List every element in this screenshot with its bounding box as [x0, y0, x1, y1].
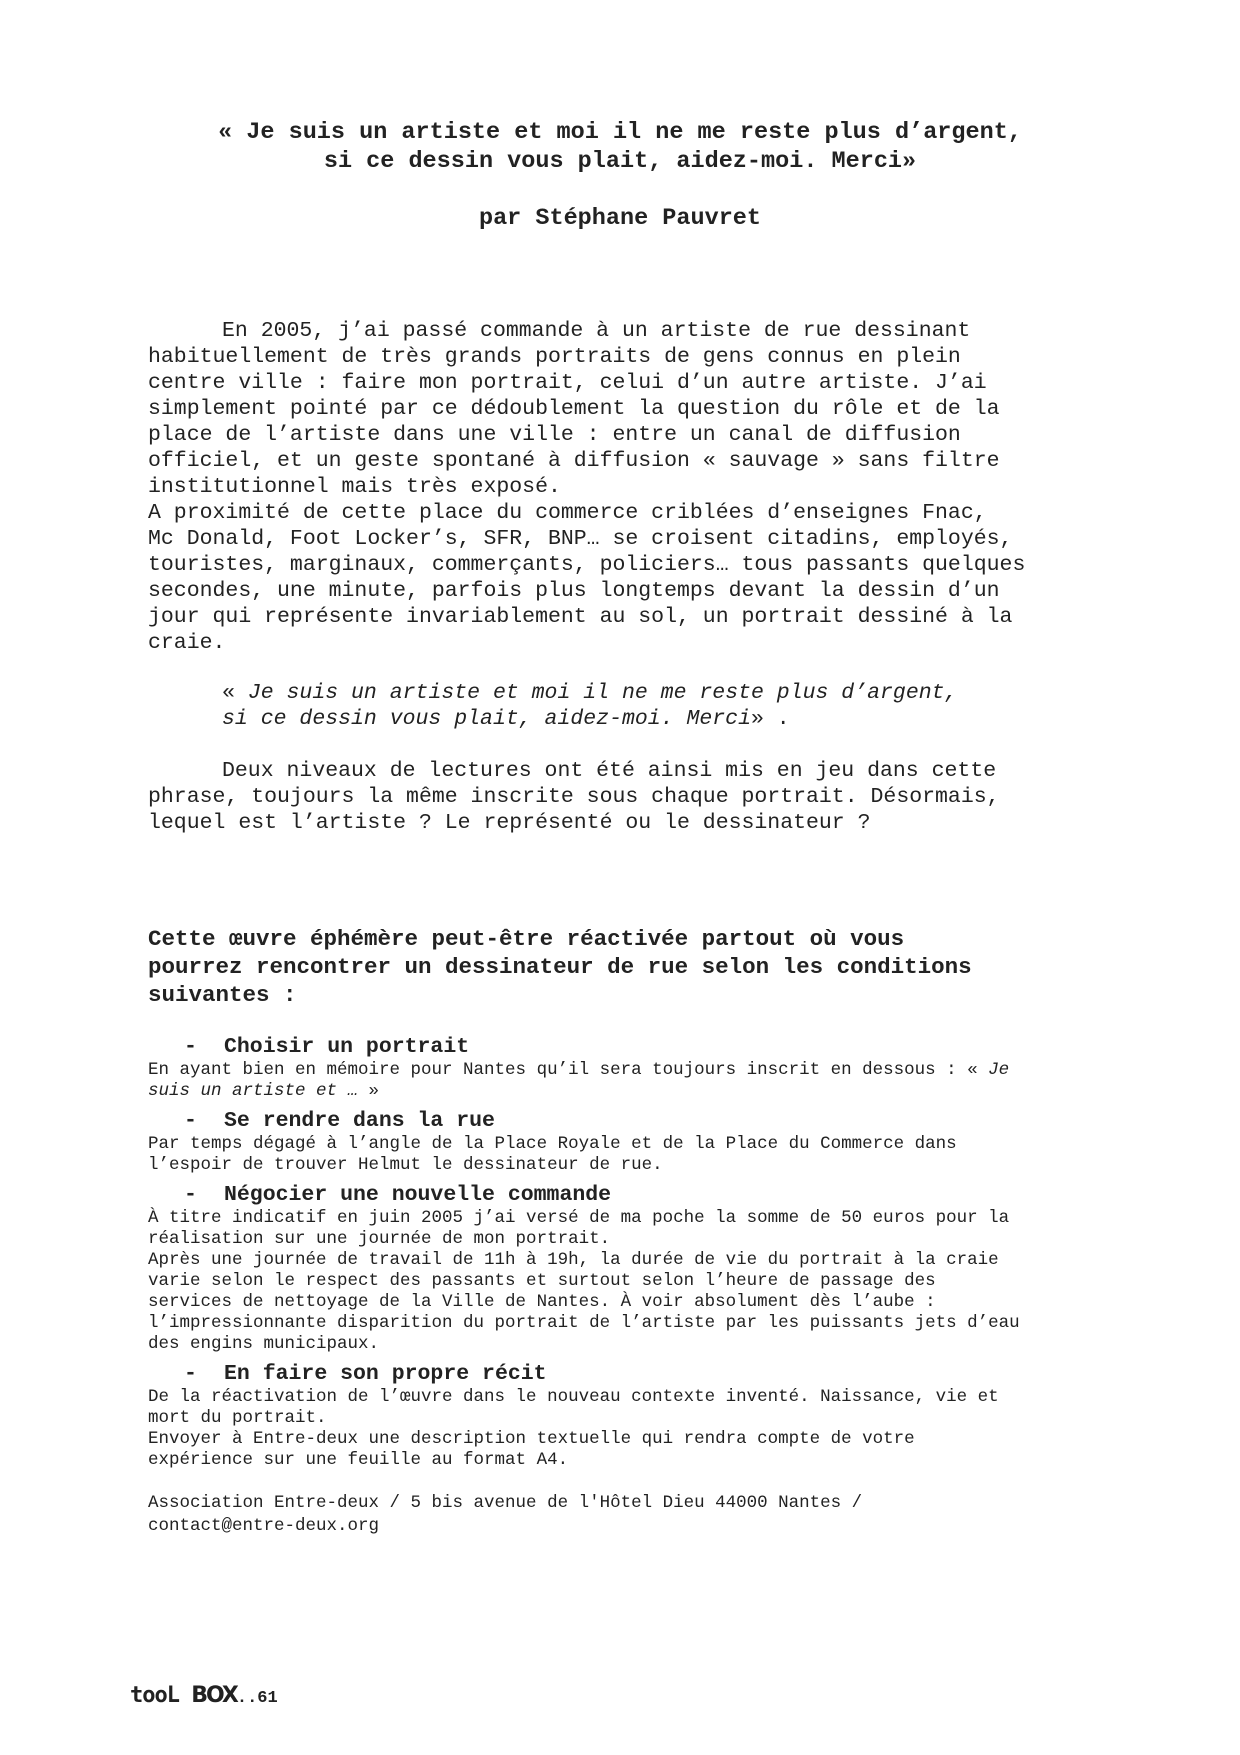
condition-title-text: En faire son propre récit: [224, 1362, 547, 1386]
condition-body: [148, 1060, 1108, 1102]
text-line: mort du portrait.: [148, 1408, 327, 1428]
quote-close-mark: » .: [751, 707, 790, 731]
text-line: lequel est l’artiste ? Le représenté ou le dessinateur ?: [148, 811, 871, 835]
text-line: services de nettoyage de la Ville de Nantes. À voir absolument dès l’aube :: [148, 1292, 936, 1312]
text-line: touristes, marginaux, commerçants, policiers… tous passants quelques: [148, 553, 1026, 577]
list-dash: -: [184, 1109, 197, 1133]
condition-item: [148, 1182, 1108, 1355]
condition-item: [148, 1361, 1108, 1471]
conditions-list: [148, 1034, 1108, 1477]
condition-title-text: Choisir un portrait: [224, 1035, 470, 1059]
text-line: [148, 1060, 1108, 1081]
heading-line: suivantes :: [148, 982, 297, 1008]
text-line: expérience sur une feuille au format A4.: [148, 1450, 569, 1470]
condition-title: [148, 1182, 1108, 1208]
text-line: Mc Donald, Foot Locker’s, SFR, BNP… se croisent citadins, employés,: [148, 527, 1013, 551]
page-footer: [130, 1682, 278, 1713]
title-line: si ce dessin vous plait, aidez-moi. Merci»: [323, 148, 917, 175]
page-number: ..61: [236, 1689, 278, 1708]
quote-line: [148, 706, 1108, 732]
text-line: A proximité de cette place du commerce criblées d’enseignes Fnac,: [148, 501, 987, 525]
title-line: « Je suis un artiste et moi il ne me reste plus d’argent,: [218, 119, 1022, 146]
text-line: centre ville : faire mon portrait, celui d’un autre artiste. J’ai: [148, 371, 987, 395]
text-segment: »: [358, 1081, 380, 1101]
condition-title: [148, 1361, 1108, 1387]
quote-line: [148, 680, 1108, 706]
page-title: [150, 118, 1090, 176]
text-line: De la réactivation de l’œuvre dans le nouveau contexte inventé. Naissance, vie et: [148, 1387, 999, 1407]
logo-text-box: BOX: [191, 1683, 237, 1708]
quote-open-mark: «: [222, 681, 248, 705]
toolbox-logo: [130, 1683, 237, 1708]
condition-item: [148, 1108, 1108, 1176]
text-line: phrase, toujours la même inscrite sous chaque portrait. Désormais,: [148, 785, 1000, 809]
condition-title: [148, 1034, 1108, 1060]
text-line: [148, 1081, 1108, 1102]
condition-title-text: Se rendre dans la rue: [224, 1109, 495, 1133]
condition-title-text: Négocier une nouvelle commande: [224, 1183, 612, 1207]
text-line: réalisation sur une journée de mon portrait.: [148, 1229, 611, 1249]
text-segment: En ayant bien en mémoire pour Nantes qu’il sera toujours inscrit en dessous : «: [148, 1060, 989, 1080]
text-line: l’espoir de trouver Helmut le dessinateur de rue.: [148, 1155, 663, 1175]
condition-item: [148, 1034, 1108, 1102]
text-line: officiel, et un geste spontané à diffusion « sauvage » sans filtre: [148, 449, 1000, 473]
text-line: Par temps dégagé à l’angle de la Place Royale et de la Place du Commerce dans: [148, 1134, 957, 1154]
text-line: À titre indicatif en juin 2005 j’ai versé de ma poche la somme de 50 euros pour la: [148, 1208, 1010, 1228]
conditions-heading: [148, 925, 1108, 1009]
text-line: place de l’artiste dans une ville : entre un canal de diffusion: [148, 423, 961, 447]
text-segment-italic: Je: [988, 1060, 1010, 1080]
text-segment-italic: suis un artiste et …: [148, 1081, 359, 1101]
address-line: Association Entre-deux / 5 bis avenue de l'Hôtel Dieu 44000 Nantes /: [148, 1493, 863, 1513]
text-line: des engins municipaux.: [148, 1334, 380, 1354]
text-line: En 2005, j’ai passé commande à un artiste de rue dessinant: [222, 319, 971, 343]
quote-text: si ce dessin vous plait, aidez-moi. Merci: [222, 707, 751, 731]
quote-block: [148, 680, 1108, 732]
text-line: secondes, une minute, parfois plus longtemps devant la dessin d’un: [148, 579, 1000, 603]
text-line: varie selon le respect des passants et surtout selon l’heure de passage des: [148, 1271, 936, 1291]
condition-body: [148, 1387, 1108, 1471]
condition-body: [148, 1208, 1108, 1355]
text-line: Envoyer à Entre-deux une description textuelle qui rendra compte de votre: [148, 1429, 915, 1449]
contact-address: [148, 1492, 862, 1538]
text-line: jour qui représente invariablement au sol, un portrait dessiné à la: [148, 605, 1013, 629]
text-line: Deux niveaux de lectures ont été ainsi mis en jeu dans cette: [222, 759, 997, 783]
author-byline: par Stéphane Pauvret: [478, 205, 762, 232]
heading-line: Cette œuvre éphémère peut-être réactivée partout où vous: [148, 926, 905, 952]
intro-paragraph: [148, 318, 1108, 656]
heading-line: pourrez rencontrer un dessinateur de rue selon les conditions: [148, 954, 972, 980]
list-dash: -: [184, 1183, 197, 1207]
text-line: simplement pointé par ce dédoublement la question du rôle et de la: [148, 397, 1000, 421]
text-line: l’impressionnante disparition du portrait de l’artiste par les puissants jets d’eau: [148, 1313, 1020, 1333]
list-dash: -: [184, 1035, 197, 1059]
condition-body: [148, 1134, 1108, 1176]
text-line: Après une journée de travail de 11h à 19h, la durée de vie du portrait à la craie: [148, 1250, 999, 1270]
text-line: institutionnel mais très exposé.: [148, 475, 561, 499]
email-address: contact@entre-deux.org: [148, 1516, 380, 1536]
condition-title: [148, 1108, 1108, 1134]
list-dash: -: [184, 1362, 197, 1386]
text-line: craie.: [148, 631, 226, 655]
levels-paragraph: [148, 758, 1108, 836]
quote-text: Je suis un artiste et moi il ne me reste plus d’argent,: [247, 681, 958, 705]
logo-text: tooL: [130, 1683, 192, 1708]
text-line: habituellement de très grands portraits de gens connus en plein: [148, 345, 961, 369]
